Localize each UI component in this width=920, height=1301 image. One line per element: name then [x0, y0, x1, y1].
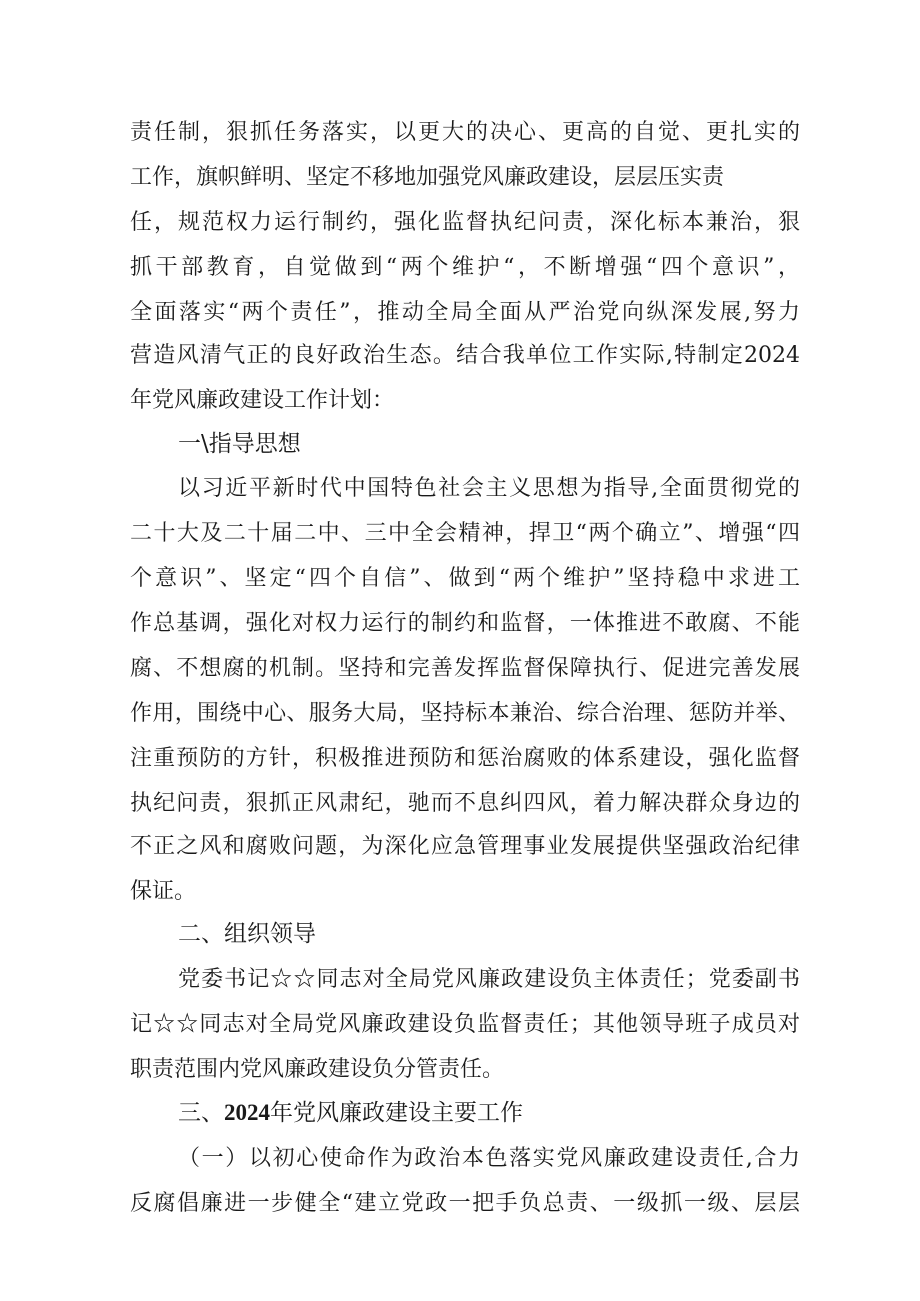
section1-line-7: 注重预防的方针，积极推进预防和惩治腐败的体系建设，强化监督	[130, 746, 800, 771]
section1-line-4: 作总基调，强化对权力运行的制约和监督，一体推进不敢腐、不能	[130, 611, 800, 636]
intro-line-3: 任，规范权力运行制约，强化监督执纪问责，深化标本兼治，狠	[130, 210, 800, 235]
intro-line-5: 全面落实“两个责任”，推动全局全面从严治党向纵深发展,努力	[130, 300, 800, 325]
section3-heading-suffix: 年党风廉政建设主要工作	[270, 1100, 523, 1126]
section1-line-10: 保证。	[130, 879, 197, 904]
section-heading-organization: 二、组织领导	[178, 921, 316, 947]
section1-line-3: 个意识”、坚定“四个自信”、做到“两个维护”坚持稳中求进工	[130, 566, 800, 591]
section2-line-3: 职责范围内党风廉政建设负分管责任。	[130, 1057, 505, 1082]
section-heading-main-work	[178, 1097, 523, 1129]
section1-line-5: 腐、不想腐的机制。坚持和完善发挥监督保障执行、促进完善发展	[130, 656, 800, 681]
section3-heading-prefix: 三、	[178, 1100, 224, 1126]
intro-line-4: 抓干部教育，自觉做到“两个维护“，不断增强“四个意识”，	[130, 255, 800, 280]
section1-line-6: 作用，围绕中心、服务大局，坚持标本兼治、综合治理、惩防并举、	[130, 701, 800, 726]
section-heading-guiding-ideology: 一\指导思想	[178, 431, 301, 457]
section1-line-2: 二十大及二十届二中、三中全会精神，捍卫“两个确立”、增强“四	[130, 521, 800, 546]
section1-line-9: 不正之风和腐败问题，为深化应急管理事业发展提供坚强政治纪律	[130, 834, 800, 859]
intro-line-2: 工作，旗帜鲜明、坚定不移地加强党风廉政建设，层层压实责	[130, 165, 725, 190]
section2-line-1: 党委书记☆☆同志对全局党风廉政建设负主体责任；党委副书	[178, 967, 800, 992]
section3-line-2: 反腐倡廉进一步健全“建立党政一把手负总责、一级抓一级、层层	[130, 1191, 800, 1216]
section2-line-2: 记☆☆同志对全局党风廉政建设负监督责任；其他领导班子成员对	[130, 1012, 800, 1037]
section3-line-1: （一）以初心使命作为政治本色落实党风廉政建设责任,合力	[178, 1146, 800, 1171]
section1-line-8: 执纪问责，狠抓正风肃纪，驰而不息纠四风，着力解决群众身边的	[130, 791, 800, 816]
intro-line-6: 营造风清气正的良好政治生态。结合我单位工作实际,特制定2024	[130, 343, 800, 368]
intro-line-7: 年党风廉政建设工作计划：	[130, 388, 395, 413]
intro-line-1: 责任制，狠抓任务落实，以更大的决心、更高的自觉、更扎实的	[130, 120, 800, 145]
section3-heading-year: 2024	[224, 1100, 270, 1125]
section1-line-1: 以习近平新时代中国特色社会主义思想为指导,全面贯彻党的	[178, 476, 800, 501]
